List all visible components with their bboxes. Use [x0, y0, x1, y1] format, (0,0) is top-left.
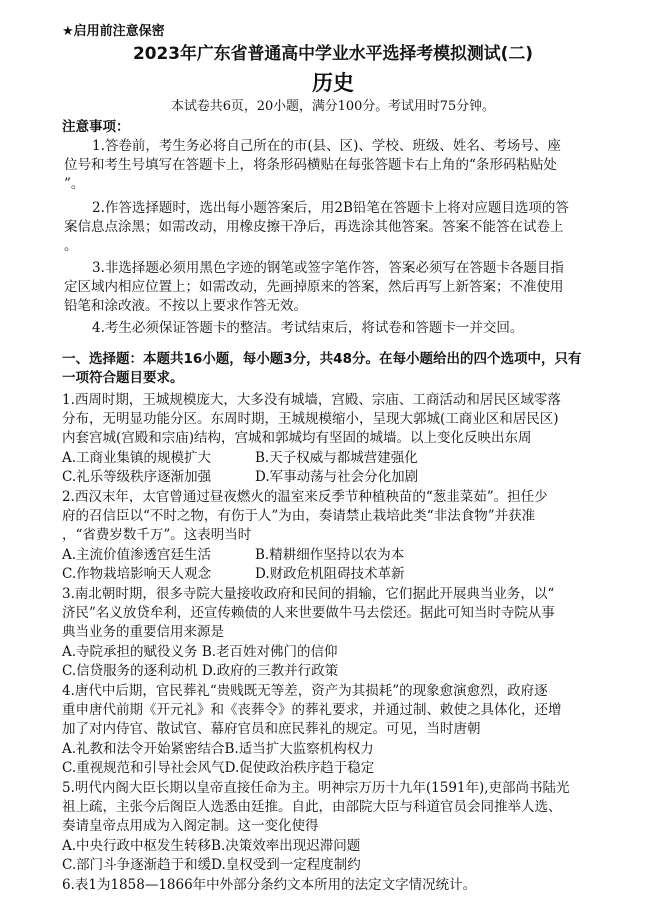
option-c: C.作物栽培影响天人观念 [62, 566, 212, 582]
question-stem: 5.明代内阁大臣长期以皇帝直接任命为主。明神宗万历十九年(1591年),吏部尚书陆光 [62, 780, 570, 796]
option-row-cd: C.信贷服务的逐利动机 D.政府的三教并行政策 [62, 663, 339, 679]
question-stem: 府的召信臣以“不时之物，有伤于人”为由，奏请禁止栽培此类“非法食物”并获准 [62, 508, 536, 524]
option-d: D.财政危机阻碍技术革新 [255, 566, 405, 582]
question-stem: 奏请皇帝点用成为入阁定制。这一变化使得 [62, 818, 319, 834]
question-stem: 祖上疏，主张今后阁臣人选悉由廷推。自此，由部院大臣与科道官员会同推举人选、 [62, 799, 562, 815]
option-row-ab: A.礼教和法令开始紧密结合B.适当扩大监察机构权力 [62, 741, 374, 757]
option-b: B.天子权威与都城营建强化 [255, 450, 418, 466]
exam-title: 2023年广东省普通高中学业水平选择考模拟测试(二) [133, 43, 533, 63]
question-stem: 6.表1为1858—1866年中外部分条约文本所用的法定文字情况统计。 [62, 877, 477, 893]
note-line: 3.非选择题必须用黑色字迹的钢笔或签字笔作答，答案必须写在答题卡各题目指 [92, 260, 564, 276]
note-line: ”。 [64, 176, 85, 192]
section-heading: 一项符合题目要求。 [62, 370, 184, 386]
note-line: 4.考生必须保证答题卡的整洁。考试结束后，将试卷和答题卡一并交回。 [92, 320, 524, 336]
note-line: 位号和考生号填写在答题卡上，将条形码横贴在每张答题卡右上角的“条形码粘贴处 [64, 157, 557, 173]
note-line: 铅笔和涂改液。不按以上要求作答无效。 [64, 298, 307, 314]
confidential-notice: ★启用前注意保密 [62, 24, 165, 39]
question-stem: 2.西汉末年，太官曾通过昼夜燃火的温室来反季节种植秧苗的“葱韭菜茹”。担任少 [62, 489, 548, 505]
question-stem: 重申唐代前期《开元礼》和《丧葬令》的葬礼要求，并通过制、敕使之具体化，还增 [62, 702, 562, 718]
option-a: A.工商业集镇的规模扩大 [62, 450, 212, 466]
question-stem: 典当业务的重要信用来源是 [62, 624, 224, 640]
option-row-ab: A.中央行政中枢发生转移B.决策效率出现迟滞问题 [62, 838, 361, 854]
question-stem: 加了对内侍官、散试官、幕府官员和庶民葬礼的规定。可见，当时唐朝 [62, 721, 481, 737]
question-stem: 3.南北朝时期，很多寺院大量接收政府和民间的捐输，它们据此开展典当业务，以“ [62, 586, 555, 602]
option-row-cd: C.重视规范和引导社会风气D.促使政治秩序趋于稳定 [62, 760, 375, 776]
question-stem: 内套宫城(宫殿和宗庙)结构，宫城和郭城均有坚固的城墙。以上变化反映出东周 [62, 430, 532, 446]
notes-heading: 注意事项： [62, 119, 130, 135]
note-line: 。 [64, 238, 78, 254]
option-d: D.军事动荡与社会分化加剧 [255, 469, 419, 485]
note-line: 定区域内相应位置上；如需改动，先画掉原来的答案，然后再写上新答案；不准使用 [64, 279, 564, 295]
option-row-ab: A.寺院承担的赋役义务 B.老百姓对佛门的信仰 [62, 644, 338, 660]
note-line: 2.作答选择题时，选出每小题答案后，用2B铅笔在答题卡上将对应题目选项的答 [92, 200, 569, 216]
note-line: 1.答卷前，考生务必将自己所在的市(县、区)、学校、班级、姓名、考场号、座 [92, 138, 561, 154]
option-row-cd: C.部门斗争逐渐趋于和缓D.皇权受到一定程度制约 [62, 857, 361, 873]
option-a: A.主流价值渗透宫廷生活 [62, 547, 212, 563]
exam-info: 本试卷共6页，20小题，满分100分。考试用时75分钟。 [171, 99, 495, 114]
question-stem: 1.西周时期，王城规模庞大，大多没有城墙，宫殿、宗庙、工商活动和居民区域零落 [62, 392, 561, 408]
question-stem: ，“省费岁数千万”。这表明当时 [62, 527, 252, 543]
question-stem: 4.唐代中后期，官民葬礼“贵贱既无等差，资产为其损耗”的现象愈演愈烈，政府逐 [62, 683, 548, 699]
option-b: B.精耕细作坚持以农为本 [255, 547, 405, 563]
question-stem: 济民”名义放贷牟利，还宣传赖债的人来世要做牛马去偿还。据此可知当时寺院从事 [62, 605, 555, 621]
question-stem: 分布，无明显功能分区。东周时期，王城规模缩小，呈现大郭城(工商业区和居民区) [62, 411, 559, 427]
subject-title: 历史 [312, 71, 354, 95]
option-c: C.礼乐等级秩序逐渐加强 [62, 469, 212, 485]
section-heading: 一、选择题：本题共16小题，每小题3分，共48分。在每小题给出的四个选项中，只有 [62, 351, 582, 367]
note-line: 案信息点涂黑；如需改动，用橡皮擦干净后，再选涂其他答案。答案不能答在试卷上 [64, 219, 564, 235]
